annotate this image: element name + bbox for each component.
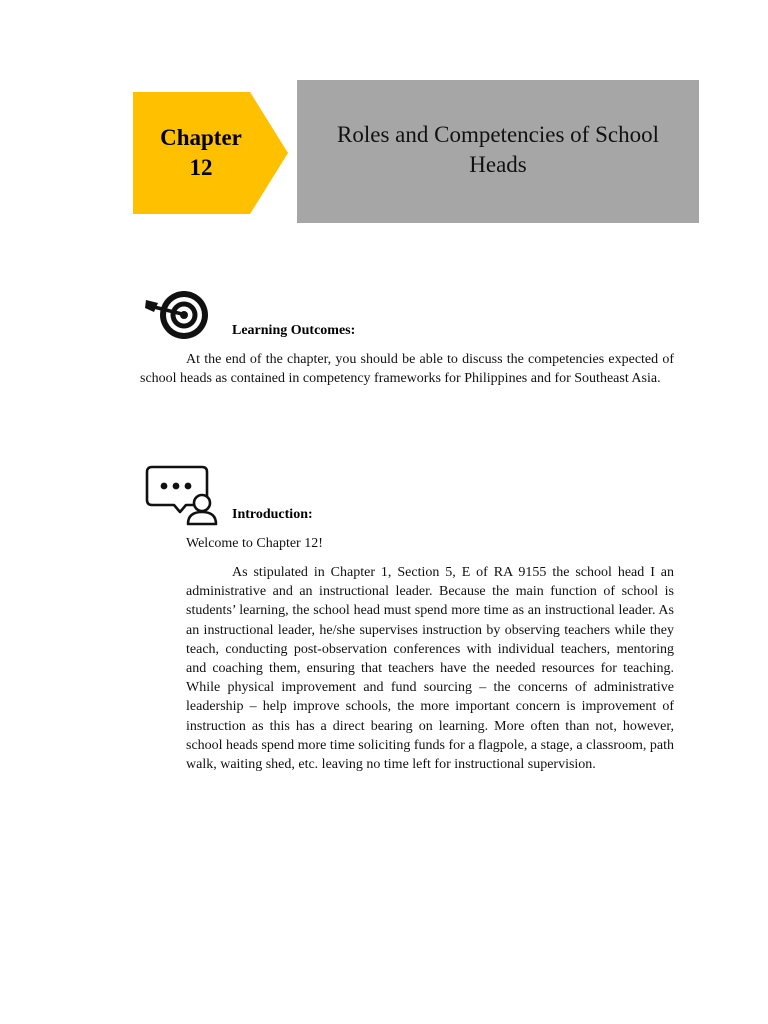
chapter-label: Chapter bbox=[160, 125, 242, 150]
target-icon bbox=[144, 288, 212, 342]
chapter-label-group bbox=[133, 92, 269, 214]
introduction-text: As stipulated in Chapter 1, Section 5, E of RA 9155 the school head I an administrative and an instructional leader. Because the main function of school is students’ learning, the school head must spend more time as an instructional leader. As an instructional leader, he/she supervises instruction by observing teachers while they teach, conducting post-observation conferences with individual teachers, mentoring and coaching them, ensuring that teachers have the needed resources for teaching. While physical improvement and fund sourcing – the concerns of administrative leadership – help improve schools, the more important concern is improvement of instruction as this has a direct bearing on learning. More often than not, however, school heads spend more time soliciting funds for a flagpole, a stage, a classroom, path walk, waiting shed, etc. leaving no time left for instructional supervision. bbox=[186, 565, 674, 773]
learning-outcomes-heading: Learning Outcomes: bbox=[232, 323, 356, 338]
chapter-title: Roles and Competencies of School Heads bbox=[337, 121, 659, 177]
introduction-heading: Introduction: bbox=[232, 507, 313, 522]
chapter-tag bbox=[133, 92, 288, 214]
chapter-title-box bbox=[297, 80, 699, 223]
chapter-number: 12 bbox=[189, 155, 213, 180]
introduction-welcome: Welcome to Chapter 12! bbox=[186, 536, 323, 551]
chat-user-icon bbox=[144, 464, 220, 526]
learning-outcomes-text: At the end of the chapter, you should be able to discuss the competencies expected of school heads as contained in competency frameworks for Philippines and for Southeast Asia. bbox=[140, 352, 674, 387]
